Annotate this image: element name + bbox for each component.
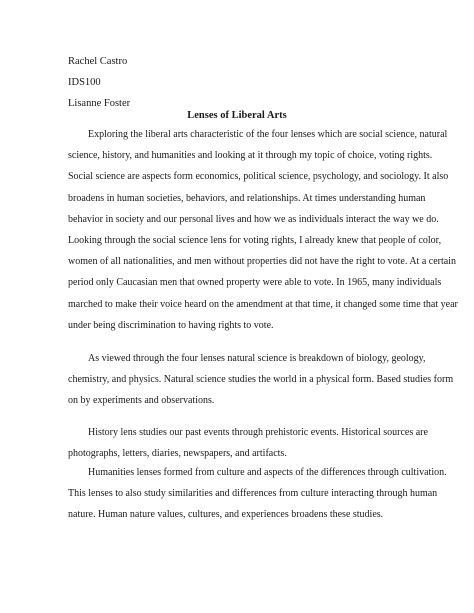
- paragraph-history: [68, 422, 428, 464]
- text-line: chemistry, and physics. Natural science studies the world in a physical form. Based studies form: [68, 374, 454, 386]
- paragraph-natural-science: [68, 348, 454, 412]
- document-title: Lenses of Liberal Arts: [187, 110, 287, 121]
- text-line: period only Caucasian men that owned property were able to vote. In 1965, many individuals: [68, 277, 442, 289]
- text-line: photographs, letters, diaries, newspapers, and artifacts.: [68, 448, 287, 460]
- text-line: Looking through the social science lens for voting rights, I already knew that people of color,: [68, 235, 442, 247]
- instructor-name: Lisanne Foster: [68, 98, 131, 109]
- text-line: Exploring the liberal arts characteristic of the four lenses which are social science, natural: [88, 129, 448, 140]
- course-code: IDS100: [68, 77, 101, 88]
- text-line: Humanities lenses formed from culture and aspects of the differences through cultivation.: [88, 467, 447, 478]
- text-line: Social science are aspects form economics, political science, psychology, and sociology. It also: [68, 171, 449, 183]
- text-line: behavior in society and our personal lives and how we as individuals interact the way we do.: [68, 213, 439, 225]
- author-name: Rachel Castro: [68, 56, 128, 67]
- text-line: science, history, and humanities and looking at it through my topic of choice, voting rights.: [68, 150, 433, 162]
- paragraph-social-science: [68, 124, 458, 336]
- text-line: broadens in human societies, behaviors, and relationships. At times understanding human: [68, 192, 426, 204]
- text-line: History lens studies our past events through prehistoric events. Historical sources are: [88, 427, 428, 438]
- text-line: under being discrimination to having rights to vote.: [68, 319, 274, 331]
- text-line: on by experiments and observations.: [68, 395, 215, 407]
- text-line: This lenses to also study similarities and differences from culture interacting through human: [68, 488, 438, 500]
- text-line: nature. Human nature values, cultures, and experiences broadens these studies.: [68, 509, 384, 521]
- text-line: women of all nationalities, and men without properties did not have the right to vote. At a certain: [68, 256, 456, 268]
- paragraph-humanities: [68, 462, 447, 526]
- text-line: marched to make their voice heard on the amendment at that time, it changed some time that year: [68, 298, 458, 310]
- text-line: As viewed through the four lenses natural science is breakdown of biology, geology,: [88, 353, 426, 364]
